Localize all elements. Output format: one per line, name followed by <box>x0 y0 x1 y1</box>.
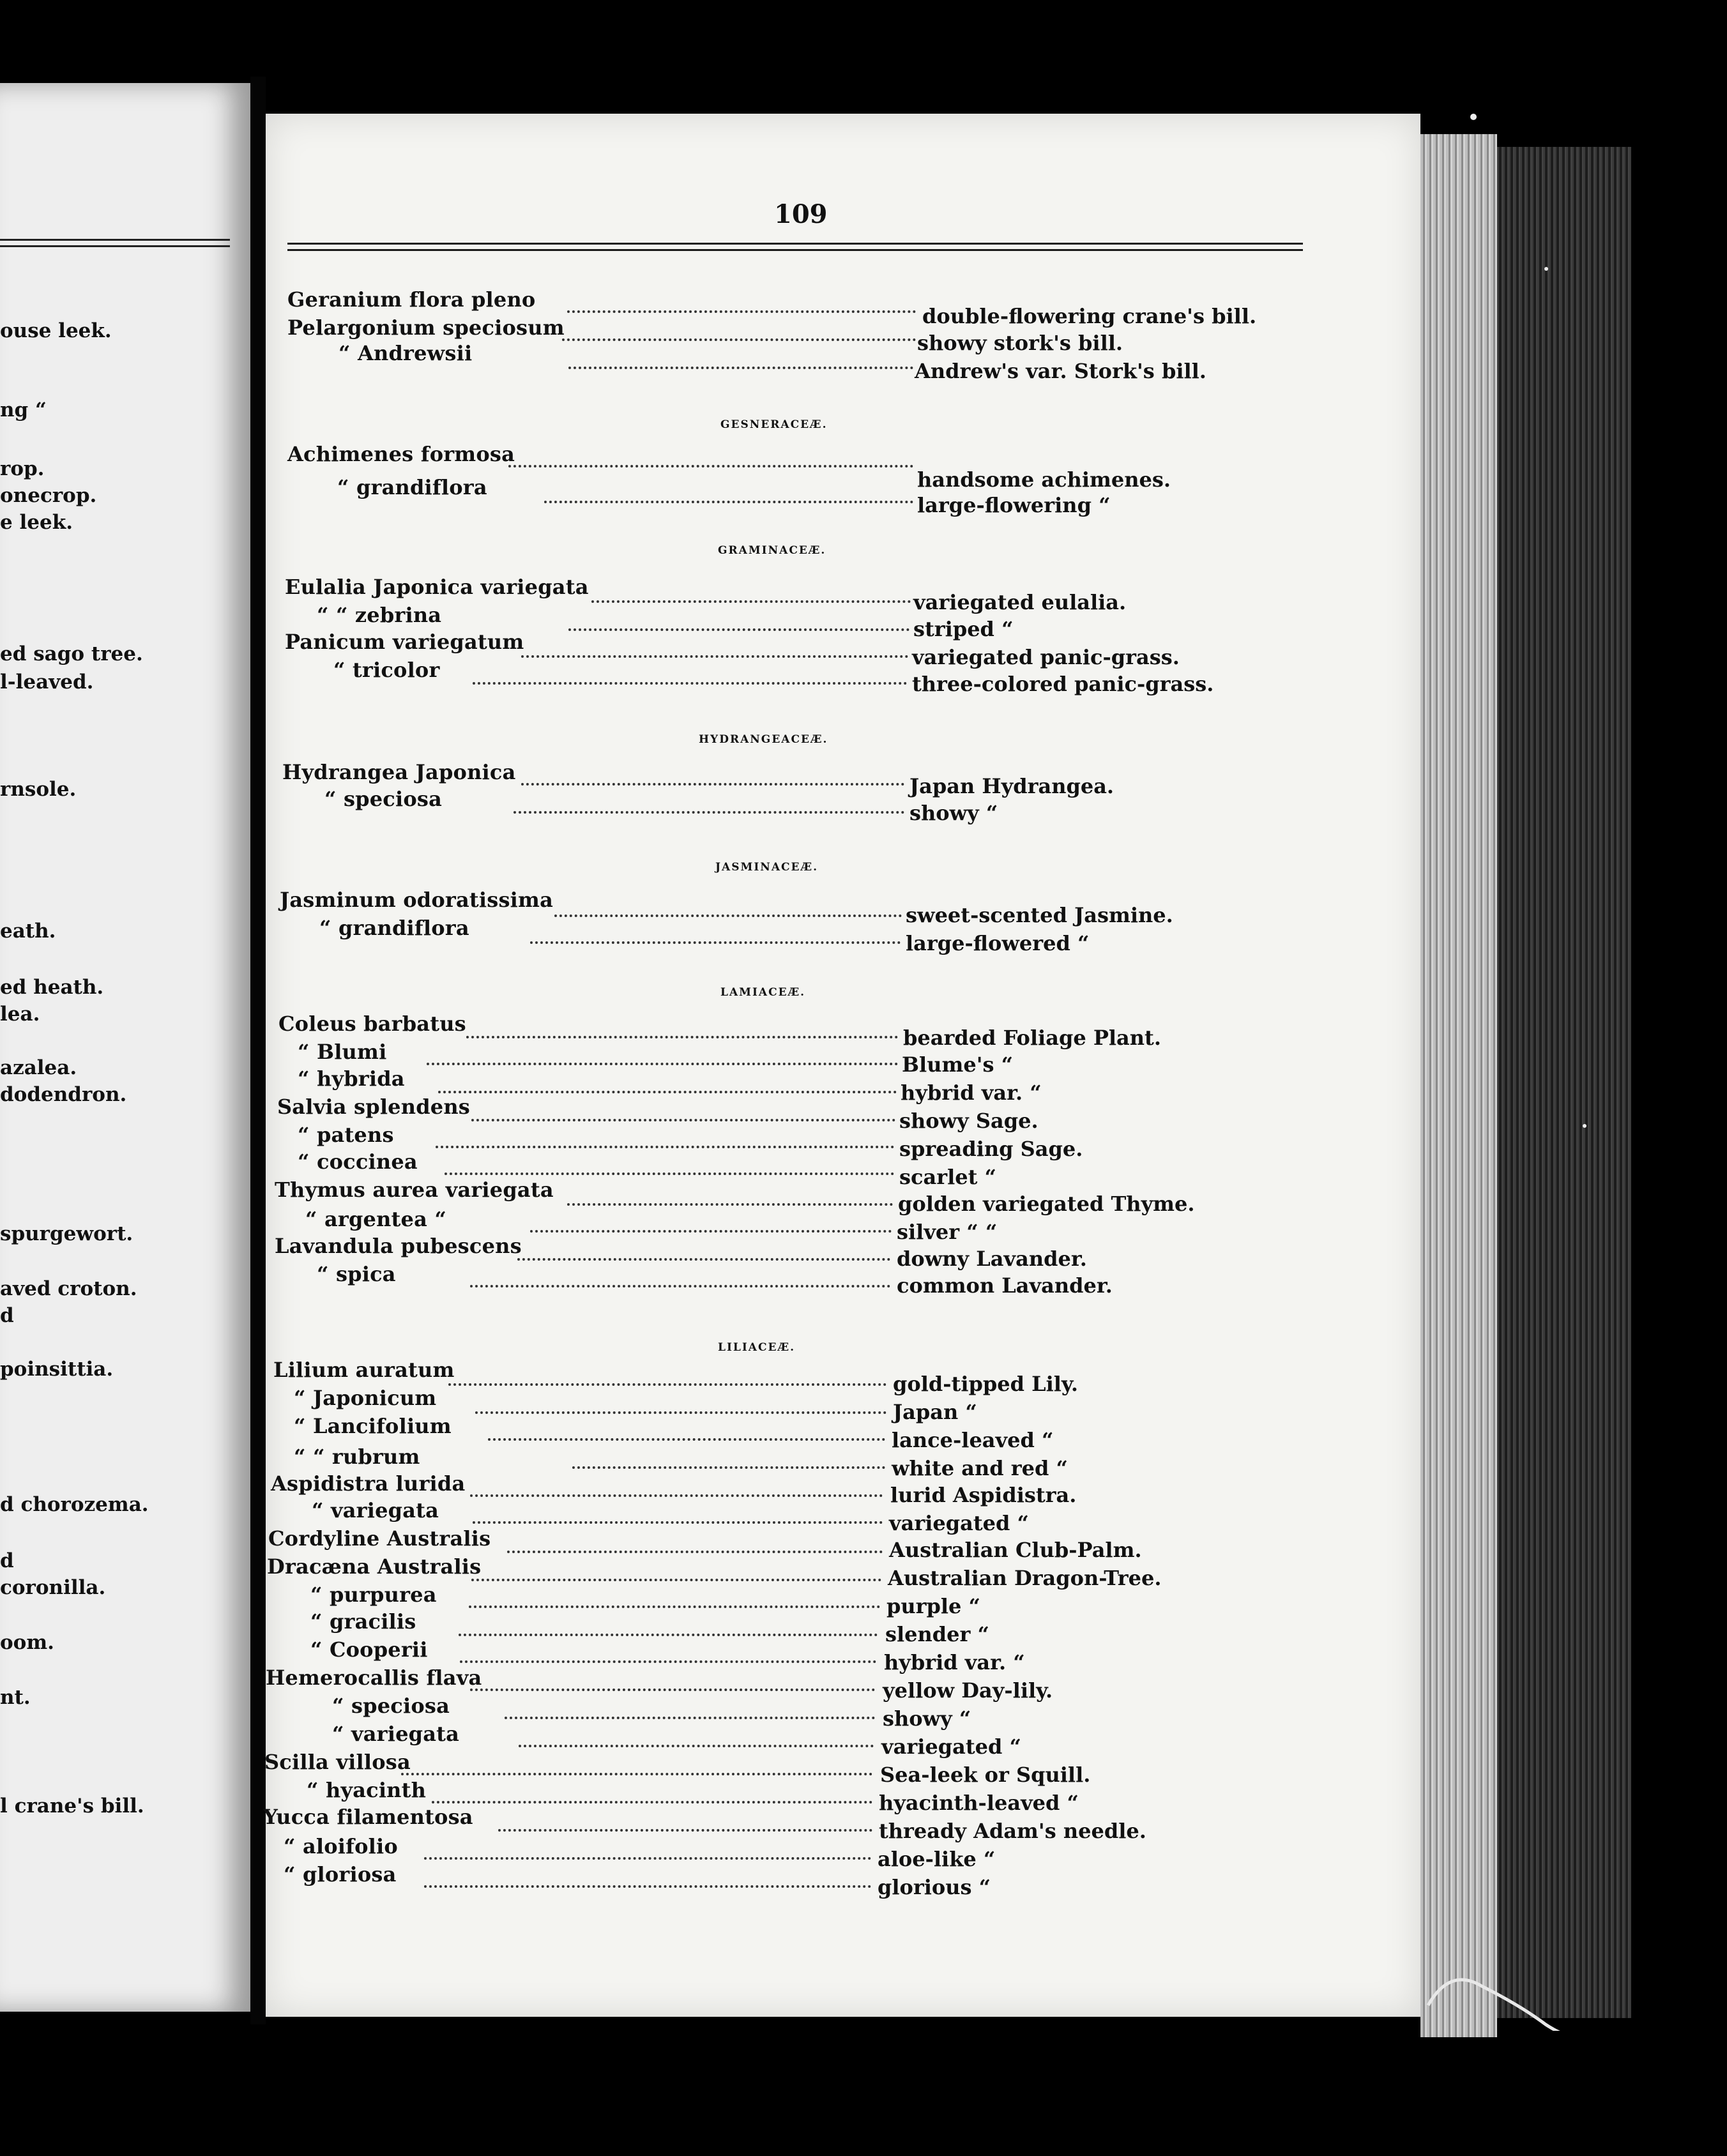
left-page-line: poinsittia. <box>0 1358 114 1381</box>
leader-dots <box>459 1634 878 1636</box>
left-page-line: onecrop. <box>0 484 97 507</box>
left-page-line: ouse leek. <box>0 319 112 342</box>
leader-dots <box>572 1466 885 1469</box>
leader-dots <box>438 1091 897 1093</box>
common-name: common Lavander. <box>897 1273 1113 1298</box>
family-heading: LILIACEÆ. <box>718 1341 795 1354</box>
botanical-name: Lavandula pubescens <box>275 1234 522 1258</box>
leader-dots <box>521 655 908 658</box>
botanical-name: “ Blumi <box>298 1040 387 1064</box>
common-name: Andrew's var. Stork's bill. <box>915 359 1206 383</box>
common-name: variegated “ <box>889 1511 1029 1535</box>
common-name: yellow Day-lily. <box>883 1678 1053 1703</box>
leader-dots <box>470 1689 875 1691</box>
leader-dots <box>521 783 904 786</box>
botanical-name: Pelargonium speciosum <box>287 315 565 340</box>
left-page-line: nt. <box>0 1686 31 1709</box>
common-name: aloe-like “ <box>878 1847 996 1871</box>
family-heading: JASMINACEÆ. <box>715 861 818 874</box>
common-name: purple “ <box>886 1594 980 1618</box>
left-page-line: e leek. <box>0 511 73 534</box>
botanical-name: Yucca filamentosa <box>263 1805 473 1829</box>
botanical-name: “ Japonicum <box>294 1386 437 1410</box>
common-name: silver “ “ <box>897 1220 998 1244</box>
botanical-name: “ spica <box>317 1262 396 1286</box>
botanical-name: Hydrangea Japonica <box>282 760 516 784</box>
botanical-name: Geranium flora pleno <box>287 287 536 312</box>
botanical-name: Aspidistra lurida <box>271 1471 466 1496</box>
common-name: Australian Club-Palm. <box>889 1538 1142 1562</box>
botanical-name: Eulalia Japonica variegata <box>285 575 589 599</box>
common-name: showy “ <box>909 801 998 825</box>
botanical-name: “ “ rubrum <box>294 1445 420 1469</box>
leader-dots <box>469 1606 880 1608</box>
leader-dots <box>471 1579 881 1581</box>
common-name: showy stork's bill. <box>917 331 1123 355</box>
left-page-rule <box>0 245 230 247</box>
leader-dots <box>567 1203 893 1206</box>
botanical-name: “ aloifolio <box>284 1834 398 1858</box>
leader-dots <box>488 1438 885 1441</box>
botanical-name: “ grandiflora <box>337 475 487 499</box>
left-page-line: rop. <box>0 457 45 480</box>
common-name: Sea-leek or Squill. <box>880 1763 1091 1787</box>
dust-speck <box>1470 114 1477 120</box>
family-heading: HYDRANGEACEÆ. <box>699 733 828 746</box>
left-page-rule <box>0 239 230 241</box>
header-rule <box>287 243 1303 245</box>
common-name: Japan Hydrangea. <box>909 774 1115 798</box>
left-page-line: rnsole. <box>0 778 77 801</box>
common-name: slender “ <box>885 1622 989 1646</box>
common-name: hybrid var. “ <box>884 1650 1025 1674</box>
left-page-line: d <box>0 1549 14 1572</box>
common-name: thready Adam's needle. <box>879 1819 1146 1843</box>
common-name: variegated panic-grass. <box>912 645 1180 669</box>
left-page-line: ed sago tree. <box>0 642 143 665</box>
botanical-name: “ patens <box>298 1123 394 1147</box>
common-name: variegated eulalia. <box>913 590 1127 614</box>
botanical-name: Hemerocallis flava <box>266 1666 482 1690</box>
book-block-side <box>1497 147 1631 2018</box>
botanical-name: “ purpurea <box>310 1583 437 1607</box>
common-name: glorious “ <box>878 1875 991 1899</box>
page-curl-mark <box>1424 1941 1590 2031</box>
common-name: Japan “ <box>893 1400 977 1424</box>
botanical-name: “ variegata <box>332 1722 460 1746</box>
left-page-line: l crane's bill. <box>0 1795 144 1818</box>
leader-dots <box>473 1521 883 1524</box>
botanical-name: Jasminum odoratissima <box>280 888 554 912</box>
botanical-name: “ hybrida <box>298 1067 405 1091</box>
leader-dots <box>436 1146 894 1148</box>
botanical-name: “ speciosa <box>332 1694 450 1718</box>
botanical-name: Cordyline Australis <box>268 1526 491 1551</box>
family-heading: GRAMINACEÆ. <box>718 544 826 557</box>
leader-dots <box>514 811 904 814</box>
botanical-name: “ “ zebrina <box>317 603 442 627</box>
left-page-line: eath. <box>0 920 56 943</box>
leader-dots <box>505 1717 875 1719</box>
leader-dots <box>448 1383 886 1386</box>
botanical-name: “ grandiflora <box>319 916 469 940</box>
botanical-name: Lilium auratum <box>273 1358 455 1382</box>
leader-dots <box>568 367 913 369</box>
left-page-line: lea. <box>0 1003 40 1026</box>
botanical-name: Panicum variegatum <box>285 630 524 654</box>
botanical-name: “ coccinea <box>298 1150 418 1174</box>
left-page-line: dodendron. <box>0 1083 127 1106</box>
botanical-name: Thymus aurea variegata <box>275 1178 554 1202</box>
botanical-name: Dracæna Australis <box>267 1554 482 1579</box>
common-name: striped “ <box>913 617 1014 641</box>
common-name: golden variegated Thyme. <box>898 1192 1195 1216</box>
leader-dots <box>517 1258 890 1261</box>
leader-dots <box>473 682 907 685</box>
left-page-line: coronilla. <box>0 1576 106 1599</box>
common-name: showy “ <box>883 1706 971 1731</box>
common-name: three-colored panic-grass. <box>912 672 1214 696</box>
common-name: bearded Foliage Plant. <box>903 1026 1161 1050</box>
leader-dots <box>424 1857 871 1860</box>
leader-dots <box>424 1885 871 1888</box>
left-page-line: ed heath. <box>0 976 104 999</box>
leader-dots <box>471 1119 895 1121</box>
botanical-name: Achimenes formosa <box>287 442 515 466</box>
botanical-name: “ speciosa <box>324 787 443 811</box>
leader-dots <box>567 310 916 313</box>
common-name: sweet-scented Jasmine. <box>906 903 1173 927</box>
botanical-name: “ Lancifolium <box>294 1414 452 1438</box>
leader-dots <box>466 1036 898 1038</box>
leader-dots <box>475 1411 886 1414</box>
family-heading: LAMIACEÆ. <box>720 986 806 999</box>
common-name: Blume's “ <box>902 1052 1014 1077</box>
common-name: double-flowering crane's bill. <box>922 304 1257 328</box>
leader-dots <box>554 915 902 917</box>
common-name: lurid Aspidistra. <box>890 1483 1077 1507</box>
page-number: 109 <box>774 199 828 229</box>
leader-dots <box>427 1063 898 1065</box>
common-name: lance-leaved “ <box>892 1428 1054 1452</box>
botanical-name: “ gloriosa <box>284 1862 397 1886</box>
leader-dots <box>432 1801 872 1803</box>
botanical-name: Coleus barbatus <box>278 1012 466 1036</box>
left-page-line: oom. <box>0 1631 54 1654</box>
book-gutter <box>250 77 266 2024</box>
botanical-name: Salvia splendens <box>277 1095 471 1119</box>
botanical-name: “ gracilis <box>310 1609 416 1634</box>
common-name: white and red “ <box>892 1456 1068 1480</box>
leader-dots <box>498 1829 872 1832</box>
left-page-line: azalea. <box>0 1056 77 1079</box>
leader-dots <box>568 628 909 631</box>
dust-speck <box>1583 1124 1586 1128</box>
common-name: hybrid var. “ <box>901 1081 1042 1105</box>
common-name: handsome achimenes. <box>917 467 1171 492</box>
leader-dots <box>508 465 913 467</box>
leader-dots <box>544 501 913 503</box>
leader-dots <box>401 1773 872 1775</box>
botanical-name: “ variegata <box>312 1498 439 1522</box>
common-name: gold-tipped Lily. <box>893 1372 1078 1396</box>
botanical-name: “ Cooperii <box>310 1637 428 1662</box>
family-heading: GESNERACEÆ. <box>720 418 828 431</box>
leader-dots <box>460 1660 876 1663</box>
botanical-name: “ Andrewsii <box>339 341 473 365</box>
leader-dots <box>445 1173 894 1175</box>
common-name: Australian Dragon-Tree. <box>888 1566 1162 1590</box>
common-name: downy Lavander. <box>897 1247 1087 1271</box>
common-name: large-flowering “ <box>917 493 1111 517</box>
botanical-name: “ hyacinth <box>307 1778 427 1802</box>
common-name: large-flowered “ <box>906 931 1090 955</box>
leader-dots <box>507 1551 883 1553</box>
leader-dots <box>530 941 901 944</box>
left-page-line: aved croton. <box>0 1277 137 1300</box>
left-page-line: spurgewort. <box>0 1222 133 1245</box>
common-name: showy Sage. <box>899 1109 1038 1133</box>
common-name: scarlet “ <box>899 1165 996 1189</box>
left-page-line: d chorozema. <box>0 1493 149 1516</box>
botanical-name: “ tricolor <box>333 658 440 682</box>
left-page <box>0 83 250 2012</box>
common-name: hyacinth-leaved “ <box>879 1791 1079 1815</box>
common-name: spreading Sage. <box>899 1137 1083 1161</box>
leader-dots <box>530 1230 892 1233</box>
leader-dots <box>470 1285 890 1287</box>
common-name: variegated “ <box>881 1735 1021 1759</box>
leader-dots <box>470 1494 883 1497</box>
left-page-line: d <box>0 1304 14 1327</box>
leader-dots <box>519 1745 874 1747</box>
dust-speck <box>1544 267 1548 271</box>
leader-dots <box>562 338 916 341</box>
botanical-name: “ argentea “ <box>305 1207 446 1231</box>
header-rule <box>287 249 1303 251</box>
botanical-name: Scilla villosa <box>264 1750 411 1774</box>
left-page-line: ng “ <box>0 399 47 421</box>
left-page-line: l-leaved. <box>0 671 94 694</box>
page-edges <box>1420 134 1497 2037</box>
leader-dots <box>591 600 911 603</box>
